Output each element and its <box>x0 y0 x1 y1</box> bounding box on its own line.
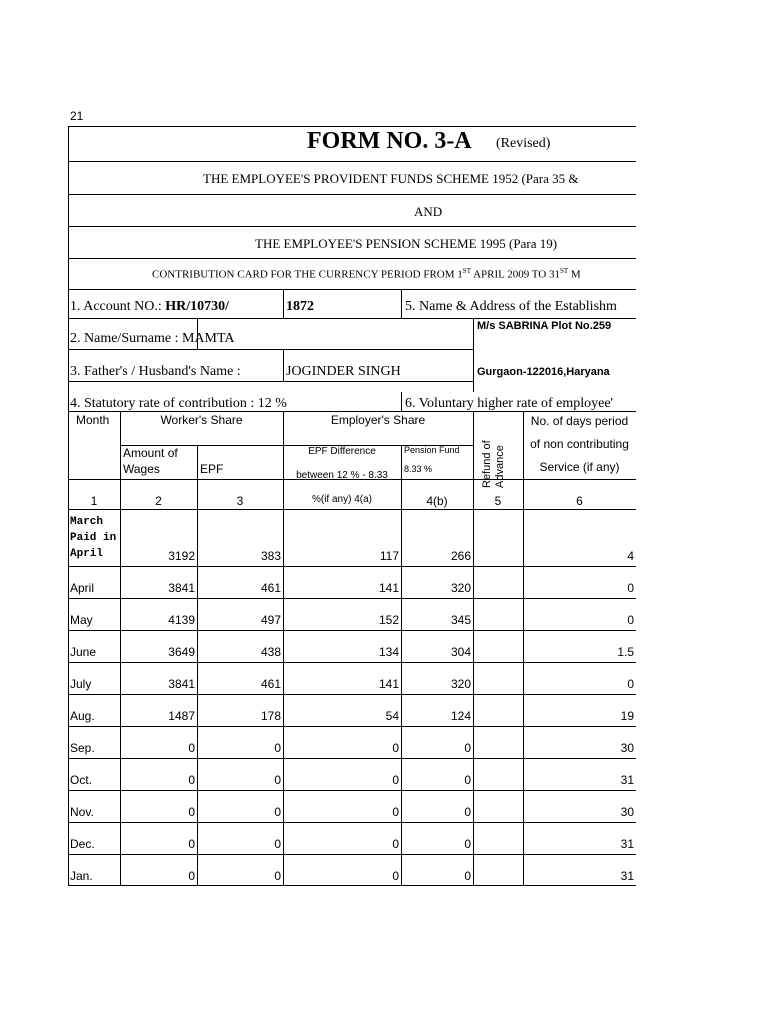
header-if-any: %(if any) 4(a) <box>311 494 372 505</box>
account-divider-v <box>283 289 284 319</box>
colnum-5: 5 <box>494 494 502 508</box>
pension-cell: 320 <box>450 581 471 595</box>
col-line-5 <box>473 411 474 885</box>
month-cell: Oct. <box>70 773 93 787</box>
pension-cell: 124 <box>450 709 471 723</box>
row-divider <box>68 598 636 599</box>
days-cell: 0 <box>627 581 634 595</box>
establishment-divider-v <box>401 289 402 319</box>
first-month-line-3: April <box>70 548 104 560</box>
establishment-label: 5. Name & Address of the Establishm <box>405 299 617 314</box>
father-row-bottom <box>68 381 473 382</box>
card-text-c: M <box>568 268 581 281</box>
pension-divider <box>68 258 636 259</box>
epf-cell: 0 <box>274 805 281 819</box>
colnum-2: 2 <box>155 494 162 508</box>
row-divider <box>68 854 636 855</box>
header-wages: Wages <box>123 462 160 476</box>
col-line-6 <box>523 411 524 885</box>
diff-cell: 54 <box>385 709 399 723</box>
col-line-3 <box>283 411 284 885</box>
row-divider <box>68 885 636 886</box>
first-month-label <box>70 514 116 562</box>
card-text-a: CONTRIBUTION CARD FOR THE CURRENCY PERIOD FROM 1 <box>152 268 463 281</box>
name-divider-v <box>197 318 198 350</box>
header-service: Service (if any) <box>539 460 620 474</box>
header-employers-share: Employer's Share <box>330 413 426 427</box>
voluntary-label: 6. Voluntary higher rate of employee' <box>405 396 614 411</box>
father-divider-v <box>283 349 284 381</box>
wages-cell: 1487 <box>168 709 195 723</box>
month-cell: May <box>70 613 93 627</box>
epf-cell: 0 <box>274 773 281 787</box>
establishment-box-left <box>473 318 474 392</box>
header-pension-fund: Pension Fund <box>404 445 460 455</box>
pension-cell: 0 <box>464 741 471 755</box>
diff-cell: 0 <box>392 773 399 787</box>
wages-cell: 0 <box>188 869 195 883</box>
days-cell: 31 <box>620 869 634 883</box>
and-divider <box>68 226 636 227</box>
diff-cell: 134 <box>378 645 399 659</box>
header-advance: Advance <box>494 445 506 488</box>
establishment-line2: Gurgaon-122016,Haryana <box>477 366 610 378</box>
header-days-period: No. of days period <box>530 414 629 428</box>
pension-cell: 0 <box>464 869 471 883</box>
voluntary-divider-v <box>401 392 402 412</box>
diff-cell: 0 <box>392 869 399 883</box>
scheme-epf-line: THE EMPLOYEE'S PROVIDENT FUNDS SCHEME 1952 (Para 35 & <box>203 171 579 186</box>
days-cell: 30 <box>620 741 634 755</box>
pension-cell: 320 <box>450 677 471 691</box>
epf-cell: 461 <box>260 677 281 691</box>
col-line-2 <box>197 445 198 885</box>
days-cell: 1.5 <box>617 645 634 659</box>
pension-cell: 0 <box>464 805 471 819</box>
scheme-pension-line: THE EMPLOYEE'S PENSION SCHEME 1995 (Para 19) <box>255 236 558 251</box>
diff-cell: 152 <box>378 613 399 627</box>
row-divider <box>68 790 636 791</box>
epf-cell: 0 <box>274 869 281 883</box>
and-text: AND <box>414 204 443 219</box>
page-number: 21 <box>70 109 84 123</box>
name-label: 2. Name/Surname : <box>70 331 182 346</box>
account-field <box>70 299 229 315</box>
colnum-4b: 4(b) <box>426 494 448 508</box>
colnum-6: 6 <box>576 494 583 508</box>
header-amount-of: Amount of <box>123 446 178 460</box>
account-row-bottom <box>68 318 636 319</box>
month-cell: Aug. <box>70 709 95 723</box>
header-non-contributing: of non contributing <box>530 437 629 451</box>
account-value: HR/10730/ <box>165 299 230 314</box>
fields-bottom <box>68 411 636 412</box>
header-between: between 12 % - 8.33 <box>296 470 388 481</box>
header-refund-of: Refund of <box>481 440 493 488</box>
diff-cell: 0 <box>392 805 399 819</box>
wages-cell: 4139 <box>168 613 195 627</box>
wages-cell: 3841 <box>168 581 195 595</box>
epf-cell: 438 <box>260 645 281 659</box>
epf-cell: 497 <box>260 613 281 627</box>
father-label: 3. Father's / Husband's Name : <box>70 364 241 379</box>
first-month-line-1: March <box>70 516 104 528</box>
wages-cell: 0 <box>188 837 195 851</box>
row-divider <box>68 662 636 663</box>
epf-cell: 0 <box>274 741 281 755</box>
rate-label: 4. Statutory rate of contribution : 12 % <box>70 396 287 411</box>
first-month-line-2: Paid in <box>70 532 117 544</box>
header-epf: EPF <box>200 462 224 476</box>
frame-top-line <box>68 126 636 127</box>
epf-cell: 461 <box>260 581 281 595</box>
colnum-1: 1 <box>90 494 98 508</box>
days-cell: 19 <box>620 709 634 723</box>
establishment-line1: M/s SABRINA Plot No.259 <box>477 320 612 332</box>
header-pension-rate: 8.33 % <box>404 464 433 474</box>
header-epf-difference: EPF Difference <box>308 446 376 457</box>
name-value: MAMTA <box>181 331 235 346</box>
wages-cell: 3192 <box>168 549 195 563</box>
wages-cell: 0 <box>188 773 195 787</box>
epf-cell: 178 <box>260 709 281 723</box>
form-title: FORM NO. 3-A <box>307 128 472 154</box>
days-cell: 0 <box>627 613 634 627</box>
diff-cell: 117 <box>379 549 399 563</box>
row-divider <box>68 726 636 727</box>
pension-cell: 0 <box>464 837 471 851</box>
days-cell: 31 <box>620 837 634 851</box>
month-cell: June <box>70 645 97 659</box>
month-cell: Sep. <box>70 741 95 755</box>
card-text-b: APRIL 2009 TO 31 <box>470 268 560 281</box>
diff-cell: 0 <box>392 741 399 755</box>
colnum-3: 3 <box>236 494 244 508</box>
header-workers-share: Worker's Share <box>160 413 243 427</box>
diff-cell: 141 <box>378 581 399 595</box>
wages-cell: 3649 <box>168 645 195 659</box>
card-sup-1: ST <box>462 267 471 275</box>
card-sup-2: ST <box>560 267 569 275</box>
account-label: 1. Account NO.: <box>70 299 166 314</box>
name-field <box>70 331 235 347</box>
pension-cell: 304 <box>450 645 471 659</box>
colnum-bottom-line <box>68 509 636 510</box>
header-month: Month <box>76 413 110 427</box>
month-cell: July <box>70 677 92 691</box>
father-value: JOGINDER SINGH <box>286 364 401 379</box>
days-cell: 31 <box>620 773 634 787</box>
diff-cell: 0 <box>392 837 399 851</box>
month-cell: Jan. <box>70 869 93 883</box>
card-divider <box>68 289 636 290</box>
header-refund-advance <box>481 418 515 488</box>
diff-cell: 141 <box>378 677 399 691</box>
row-divider <box>68 566 636 567</box>
row-divider <box>68 694 636 695</box>
days-cell: 0 <box>627 677 634 691</box>
epf-cell: 383 <box>260 549 281 563</box>
month-cell: April <box>70 581 95 595</box>
row-divider <box>68 630 636 631</box>
account-suffix: 1872 <box>286 299 314 314</box>
days-cell: 30 <box>620 805 634 819</box>
form-revised: (Revised) <box>496 136 551 151</box>
row-divider <box>68 822 636 823</box>
row-divider <box>68 758 636 759</box>
wages-cell: 3841 <box>168 677 195 691</box>
title-divider <box>68 161 636 162</box>
days-cell: 4 <box>627 549 634 563</box>
wages-cell: 0 <box>188 741 195 755</box>
pension-cell: 266 <box>450 549 471 563</box>
scheme-divider <box>68 194 636 195</box>
month-cell: Dec. <box>70 837 95 851</box>
wages-cell: 0 <box>188 805 195 819</box>
epf-cell: 0 <box>274 837 281 851</box>
pension-cell: 345 <box>450 613 471 627</box>
col-line-4 <box>401 445 402 885</box>
contribution-card-line <box>152 267 636 281</box>
month-cell: Nov. <box>70 805 94 819</box>
pension-cell: 0 <box>464 773 471 787</box>
name-row-bottom <box>68 349 473 350</box>
